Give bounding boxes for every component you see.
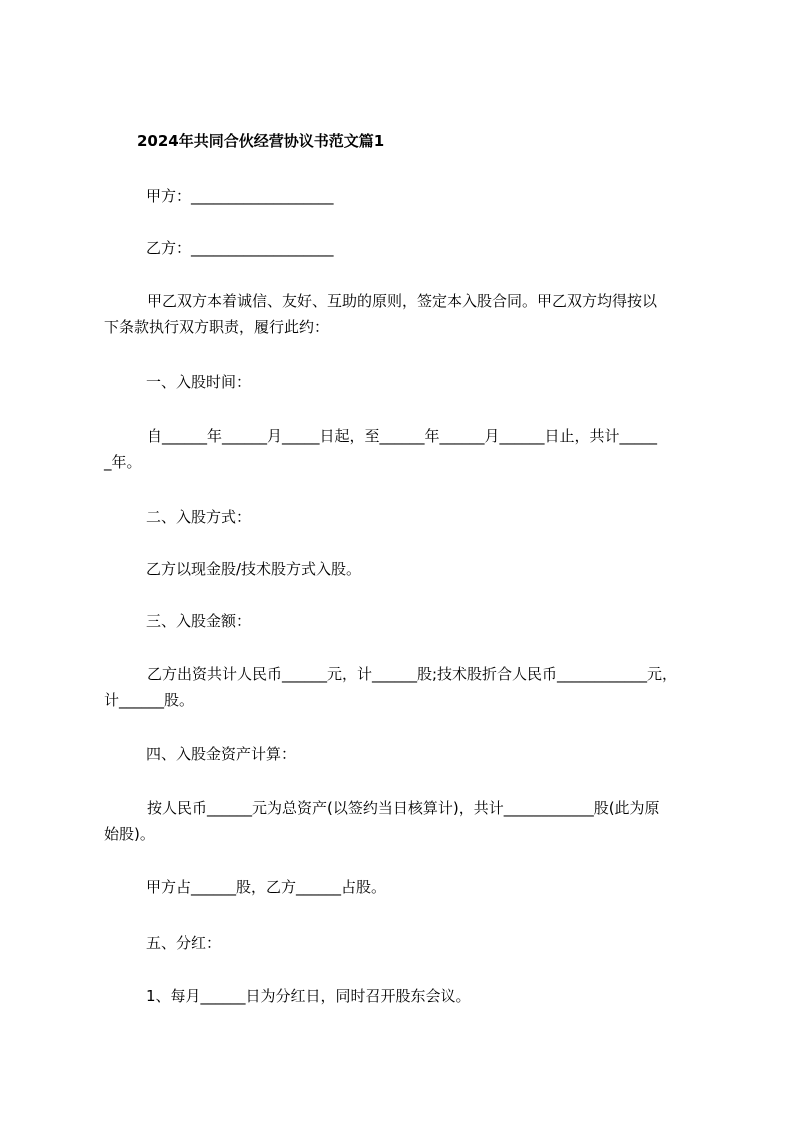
section1-heading: 一、入股时间： (146, 373, 252, 391)
section5-heading: 五、分红： (146, 934, 222, 952)
section3-line-2: 计______股。 (104, 691, 195, 709)
section2-text: 乙方以现金股/技术股方式入股。 (146, 560, 362, 578)
document-title: 2024年共同合伙经营协议书范文篇1 (137, 132, 385, 150)
intro-line-2: 下条款执行双方职责，履行此约： (104, 318, 330, 336)
section2-heading: 二、入股方式： (146, 508, 252, 526)
section3-heading: 三、入股金额： (146, 612, 252, 630)
section4-line-1: 按人民币______元为总资产(以签约当日核算计)，共计____________股(此为原 (147, 799, 660, 817)
intro-paragraph (104, 288, 704, 340)
section5-item-1: 1、每月______日为分红日，同时召开股东会议。 (146, 987, 471, 1005)
section1-line-1: 自______年______月_____日起，至______年______月______日止，共计_____ (147, 427, 658, 445)
party-b-line: 乙方：___________________ (146, 239, 334, 257)
section4-heading: 四、入股金资产计算： (146, 745, 297, 763)
section4-paragraph (104, 795, 704, 847)
section1-line-2: _年。 (104, 453, 142, 471)
section3-paragraph (104, 661, 704, 713)
section1-paragraph (104, 423, 704, 475)
party-a-line: 甲方：___________________ (146, 187, 334, 205)
section4-line-2: 始股)。 (104, 825, 155, 843)
section4-share-line: 甲方占______股，乙方______占股。 (146, 878, 387, 896)
section3-line-1: 乙方出资共计人民币______元，计______股;技术股折合人民币____________元， (147, 665, 678, 683)
intro-line-1: 甲乙双方本着诚信、友好、互助的原则，签定本入股合同。甲乙双方均得按以 (147, 292, 658, 310)
